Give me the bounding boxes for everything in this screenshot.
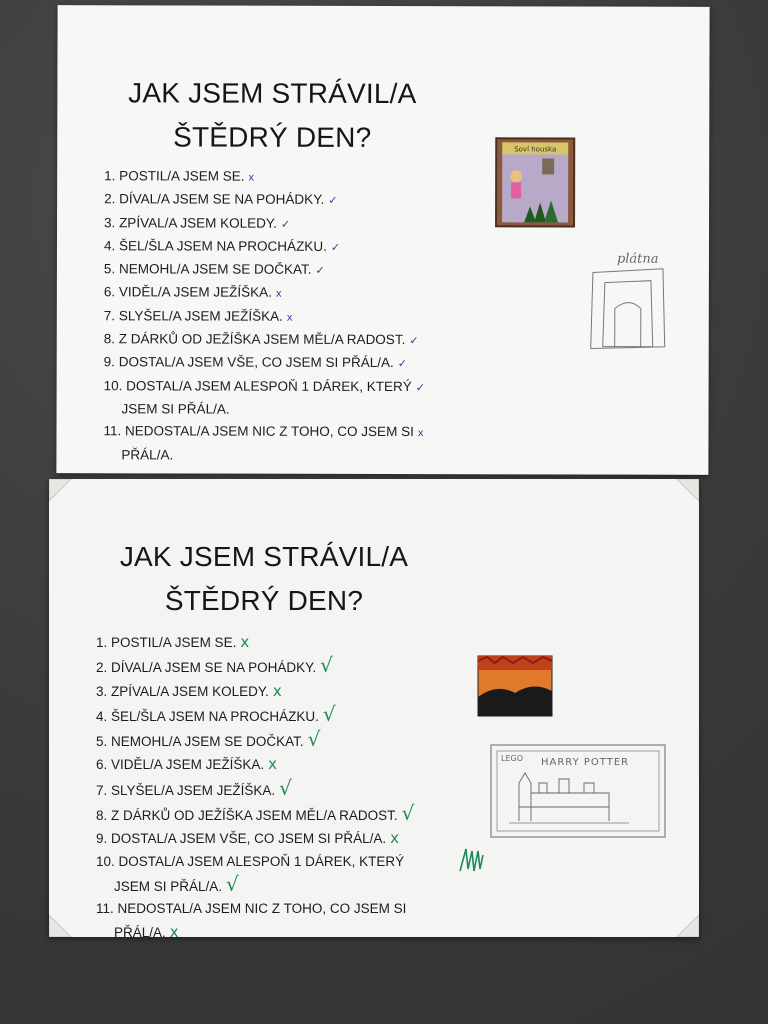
answer-mark: ✓ — [330, 241, 341, 254]
list-item — [96, 703, 486, 728]
drawing-caption: plátna — [616, 251, 659, 267]
answer-mark: x — [240, 633, 250, 651]
item-text: NEDOSTAL/A JSEM NIC Z TOHO, CO JSEM SI — [125, 423, 414, 440]
item-number: 2. — [104, 191, 116, 207]
item-text: SLYŠEL/A JSEM JEŽÍŠKA. — [118, 308, 283, 324]
item-text: POSTIL/A JSEM SE. — [111, 635, 237, 650]
item-number: 4. — [96, 708, 108, 724]
child-drawing-poster — [494, 136, 576, 228]
item-number: 5. — [96, 734, 108, 750]
item-text: DÍVAL/A JSEM SE NA POHÁDKY. — [111, 660, 317, 676]
answer-mark: ✓ — [328, 195, 338, 208]
worksheet-title — [107, 71, 437, 160]
item-number: 10. — [96, 853, 115, 869]
worksheet-top — [56, 5, 709, 475]
item-text: SLYŠEL/A JSEM JEŽÍŠKA. — [111, 782, 276, 798]
item-text: Z DÁRKŮ OD JEŽÍŠKA JSEM MĚL/A RADOST. — [118, 331, 406, 348]
list-item — [96, 802, 486, 827]
answer-mark: √ — [226, 871, 239, 896]
answer-mark: ✓ — [280, 218, 291, 231]
item-text: ZPÍVAL/A JSEM KOLEDY. — [111, 683, 269, 699]
title-line-2: ŠTĚDRÝ DEN? — [164, 585, 364, 616]
item-text: Z DÁRKŮ OD JEŽÍŠKA JSEM MĚL/A RADOST. — [111, 808, 398, 824]
title-line-2: ŠTĚDRÝ DEN? — [173, 121, 372, 153]
list-item — [96, 654, 486, 679]
item-text-continued — [96, 921, 486, 944]
answer-mark: √ — [401, 801, 415, 826]
item-number: 9. — [103, 354, 115, 370]
item-number: 8. — [96, 808, 108, 824]
drawing-caption: HARRY POTTER — [541, 757, 630, 768]
answer-mark: x — [272, 681, 282, 700]
list-item — [96, 728, 486, 753]
list-item — [104, 235, 494, 259]
answer-mark: x — [275, 288, 282, 301]
list-item — [104, 165, 494, 189]
answer-mark: x — [248, 171, 255, 184]
child-drawing-sunset — [477, 655, 553, 717]
photo-corner — [49, 915, 71, 937]
answer-mark: ✓ — [397, 358, 408, 371]
item-text: NEMOHL/A JSEM SE DOČKAT. — [118, 261, 312, 278]
answer-mark: √ — [279, 775, 292, 800]
drawing-caption: LEGO — [501, 754, 524, 763]
answer-mark: ✓ — [409, 335, 419, 348]
item-number: 5. — [103, 261, 116, 277]
answer-mark: x — [169, 922, 179, 941]
item-text-continued-label: PŘÁL/A. — [114, 924, 166, 940]
item-number: 1. — [96, 635, 108, 650]
answer-mark: x — [390, 829, 399, 848]
answer-mark: √ — [322, 701, 336, 726]
title-line-1: JAK JSEM STRÁVIL/A — [128, 77, 417, 110]
item-text: DOSTAL/A JSEM ALESPOŇ 1 DÁREK, KTERÝ — [118, 853, 405, 869]
list-item — [104, 212, 494, 236]
answer-mark: ✓ — [415, 381, 425, 394]
item-text: VIDĚL/A JSEM JEŽÍŠKA. — [118, 284, 272, 301]
question-list — [103, 165, 494, 467]
item-text: DOSTAL/A JSEM ALESPOŇ 1 DÁREK, KTERÝ — [126, 378, 412, 394]
list-item — [104, 258, 494, 282]
answer-mark: x — [268, 755, 277, 774]
photo-corner — [677, 915, 699, 937]
item-text: NEMOHL/A JSEM SE DOČKAT. — [111, 734, 304, 750]
answer-mark: x — [286, 311, 293, 324]
scribble-icon — [456, 845, 486, 875]
item-number: 2. — [96, 660, 108, 676]
item-number: 10. — [103, 377, 123, 393]
item-number: 4. — [103, 238, 116, 254]
item-text: ZPÍVAL/A JSEM KOLEDY. — [119, 214, 277, 231]
worksheet-bottom — [49, 479, 699, 941]
list-item — [96, 753, 486, 776]
item-number: 7. — [103, 308, 116, 324]
list-item — [96, 898, 486, 944]
item-number: 9. — [96, 831, 108, 847]
list-item — [104, 189, 494, 213]
list-item — [104, 305, 494, 329]
item-number: 3. — [96, 683, 108, 699]
item-text: DOSTAL/A JSEM VŠE, CO JSEM SI PŘÁL/A. — [111, 831, 387, 847]
item-number: 11. — [96, 901, 114, 917]
list-item — [104, 352, 494, 376]
list-item — [96, 827, 486, 850]
list-item — [96, 631, 486, 654]
item-text: ŠEL/ŠLA JSEM NA PROCHÁZKU. — [118, 238, 327, 254]
item-number: 8. — [103, 331, 116, 347]
child-drawing-sketch — [585, 239, 677, 359]
item-text: DÍVAL/A JSEM SE NA POHÁDKY. — [119, 191, 325, 208]
item-text: DOSTAL/A JSEM VŠE, CO JSEM SI PŘÁL/A. — [118, 354, 394, 371]
answer-mark: √ — [307, 727, 321, 752]
item-text: POSTIL/A JSEM SE. — [119, 168, 245, 184]
list-item — [104, 328, 494, 352]
item-number: 3. — [104, 214, 116, 230]
photo-corner — [677, 479, 699, 501]
drawing-caption: Soví houska — [514, 145, 557, 154]
item-number: 6. — [103, 284, 116, 300]
item-text-continued — [96, 873, 486, 898]
item-text-continued: PŘÁL/A. — [121, 446, 174, 463]
question-list — [96, 631, 486, 944]
item-text: NEDOSTAL/A JSEM NIC Z TOHO, CO JSEM SI — [117, 901, 407, 917]
item-number: 1. — [104, 168, 116, 184]
list-item — [103, 421, 493, 468]
list-item — [104, 282, 494, 306]
list-item — [96, 777, 486, 802]
list-item — [104, 375, 494, 422]
photo-corner — [49, 479, 71, 501]
worksheet-title — [99, 535, 429, 623]
child-drawing-lego-box — [489, 743, 669, 843]
list-item — [96, 851, 486, 899]
item-text: VIDĚL/A JSEM JEŽÍŠKA. — [111, 757, 265, 773]
answer-mark: ✓ — [315, 265, 325, 278]
list-item — [96, 680, 486, 703]
item-number: 6. — [96, 757, 108, 773]
title-line-1: JAK JSEM STRÁVIL/A — [119, 541, 409, 572]
answer-mark: x — [417, 427, 424, 440]
item-text: ŠEL/ŠLA JSEM NA PROCHÁZKU. — [111, 708, 319, 724]
answer-mark: √ — [320, 653, 333, 678]
item-text-continued: JSEM SI PŘÁL/A. — [121, 401, 230, 417]
item-number: 7. — [96, 782, 108, 798]
item-text-continued-label: JSEM SI PŘÁL/A. — [114, 878, 223, 894]
item-number: 11. — [103, 423, 122, 439]
